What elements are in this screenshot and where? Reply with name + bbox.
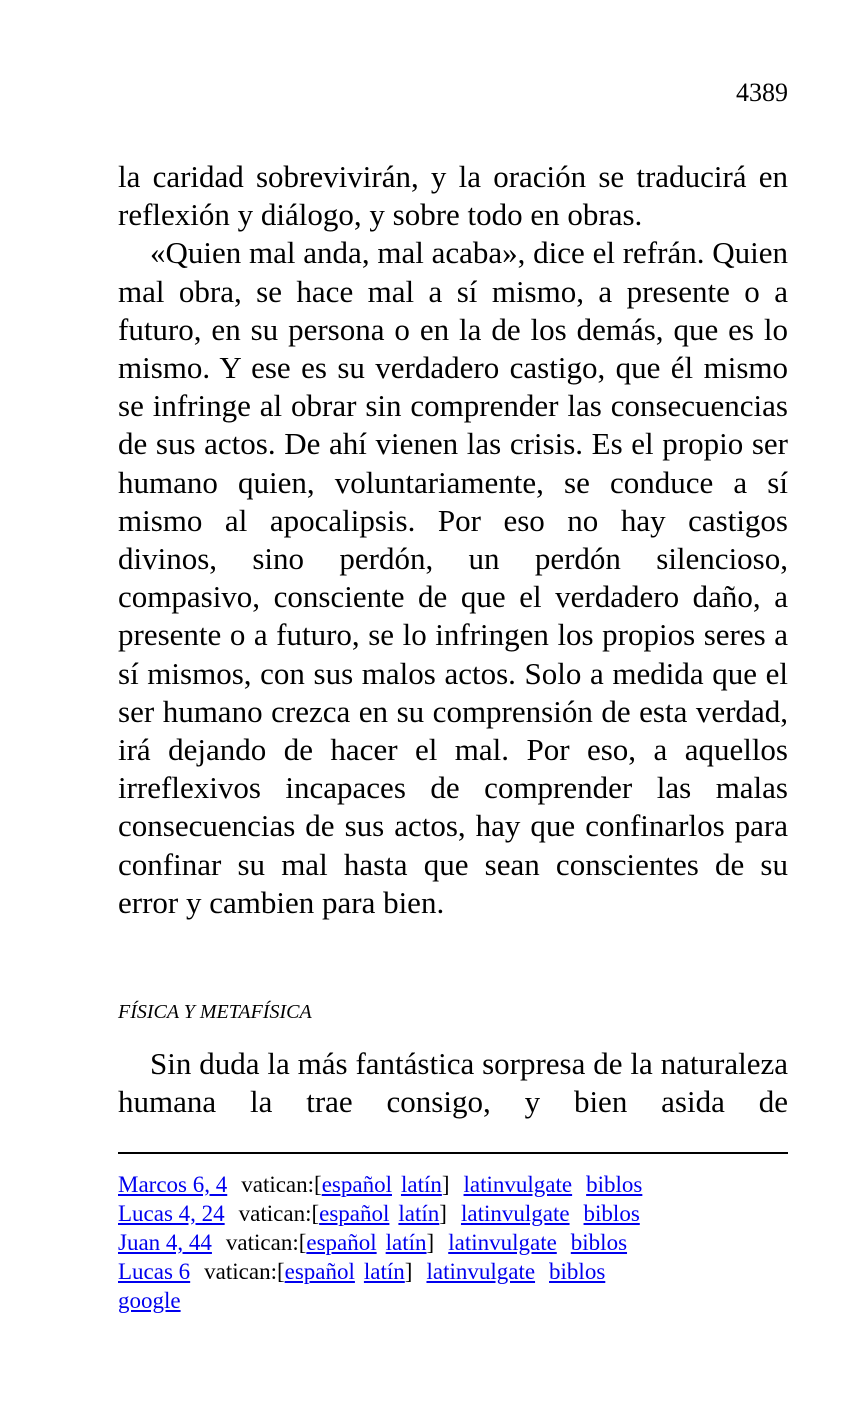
spanish-link[interactable]: español <box>306 1230 377 1255</box>
latinvulgate-link[interactable]: latinvulgate <box>463 1172 573 1197</box>
scripture-ref-link[interactable]: Lucas 6 <box>118 1259 191 1284</box>
vatican-label: vatican:[ <box>225 1230 307 1255</box>
latinvulgate-link[interactable]: latinvulgate <box>460 1201 570 1226</box>
page-number: 4389 <box>736 78 788 107</box>
footnote-line <box>118 1170 642 1199</box>
latin-link[interactable]: latín <box>385 1230 427 1255</box>
latin-link[interactable]: latín <box>363 1259 405 1284</box>
latinvulgate-link[interactable]: latinvulgate <box>448 1230 557 1255</box>
biblos-link[interactable]: biblos <box>549 1259 606 1284</box>
vatican-label: vatican:[ <box>238 1201 320 1226</box>
spanish-link[interactable]: español <box>319 1201 390 1226</box>
bracket-close: ] <box>439 1201 447 1226</box>
biblos-link[interactable]: biblos <box>583 1201 640 1226</box>
section-heading: FÍSICA Y METAFÍSICA <box>118 1001 312 1023</box>
biblos-link[interactable]: biblos <box>586 1172 643 1197</box>
scripture-ref-link[interactable]: Lucas 4, 24 <box>118 1201 225 1226</box>
vatican-label: vatican:[ <box>241 1172 322 1197</box>
footnote-line <box>118 1257 642 1286</box>
scripture-ref-link[interactable]: Juan 4, 44 <box>118 1230 212 1255</box>
footnote-line <box>118 1286 642 1315</box>
paragraph: «Quien mal anda, mal acaba», dice el refrán. Quien mal obra, se hace mal a sí mismo, a presente o a futuro, en su persona o en la de los demás, que es lo mismo. Y ese es su verdadero castigo, que él mismo se infringe al obrar sin comprender las consecuencias de sus actos. De ahí vienen las crisis. Es el propio ser humano quien, voluntariamente, se conduce a sí mismo al apocalipsis. Por eso no hay castigos divinos, sino perdón, un perdón silencioso, compasivo, consciente de que el verdadero daño, a presente o a futuro, se lo infringen los propios seres a sí mismos, con sus malos actos. Solo a medida que el ser humano crezca en su comprensión de esta verdad, irá dejando de hacer el mal. Por eso, a aquellos irreflexivos incapaces de comprender las malas consecuencias de sus actos, hay que confinarlos para confinar su mal hasta que sean conscientes de su error y cambien para bien. <box>118 235 788 920</box>
scripture-ref-link[interactable]: Marcos 6, 4 <box>118 1172 228 1197</box>
spanish-link[interactable]: español <box>284 1259 355 1284</box>
google-link[interactable]: google <box>118 1288 181 1313</box>
spanish-link[interactable]: español <box>321 1172 392 1197</box>
biblos-link[interactable]: biblos <box>570 1230 628 1255</box>
footnote-divider <box>118 1152 788 1154</box>
paragraph: la caridad sobrevivirán, y la oración se traducirá en reflexión y diálogo, y sobre todo en obras. <box>118 159 788 233</box>
latin-link[interactable]: latín <box>400 1172 442 1197</box>
latinvulgate-link[interactable]: latinvulgate <box>426 1259 536 1284</box>
footnote-line <box>118 1199 642 1228</box>
footnote-line <box>118 1228 642 1257</box>
vatican-label: vatican:[ <box>204 1259 285 1284</box>
bracket-close: ] <box>441 1172 450 1197</box>
section-paragraph: Sin duda la más fantástica sorpresa de la naturaleza humana la trae consigo, y bien asida de <box>118 1046 788 1120</box>
body-text <box>118 158 788 922</box>
bracket-close: ] <box>404 1259 413 1284</box>
latin-link[interactable]: latín <box>398 1201 440 1226</box>
bracket-close: ] <box>426 1230 435 1255</box>
footnotes <box>118 1170 642 1315</box>
